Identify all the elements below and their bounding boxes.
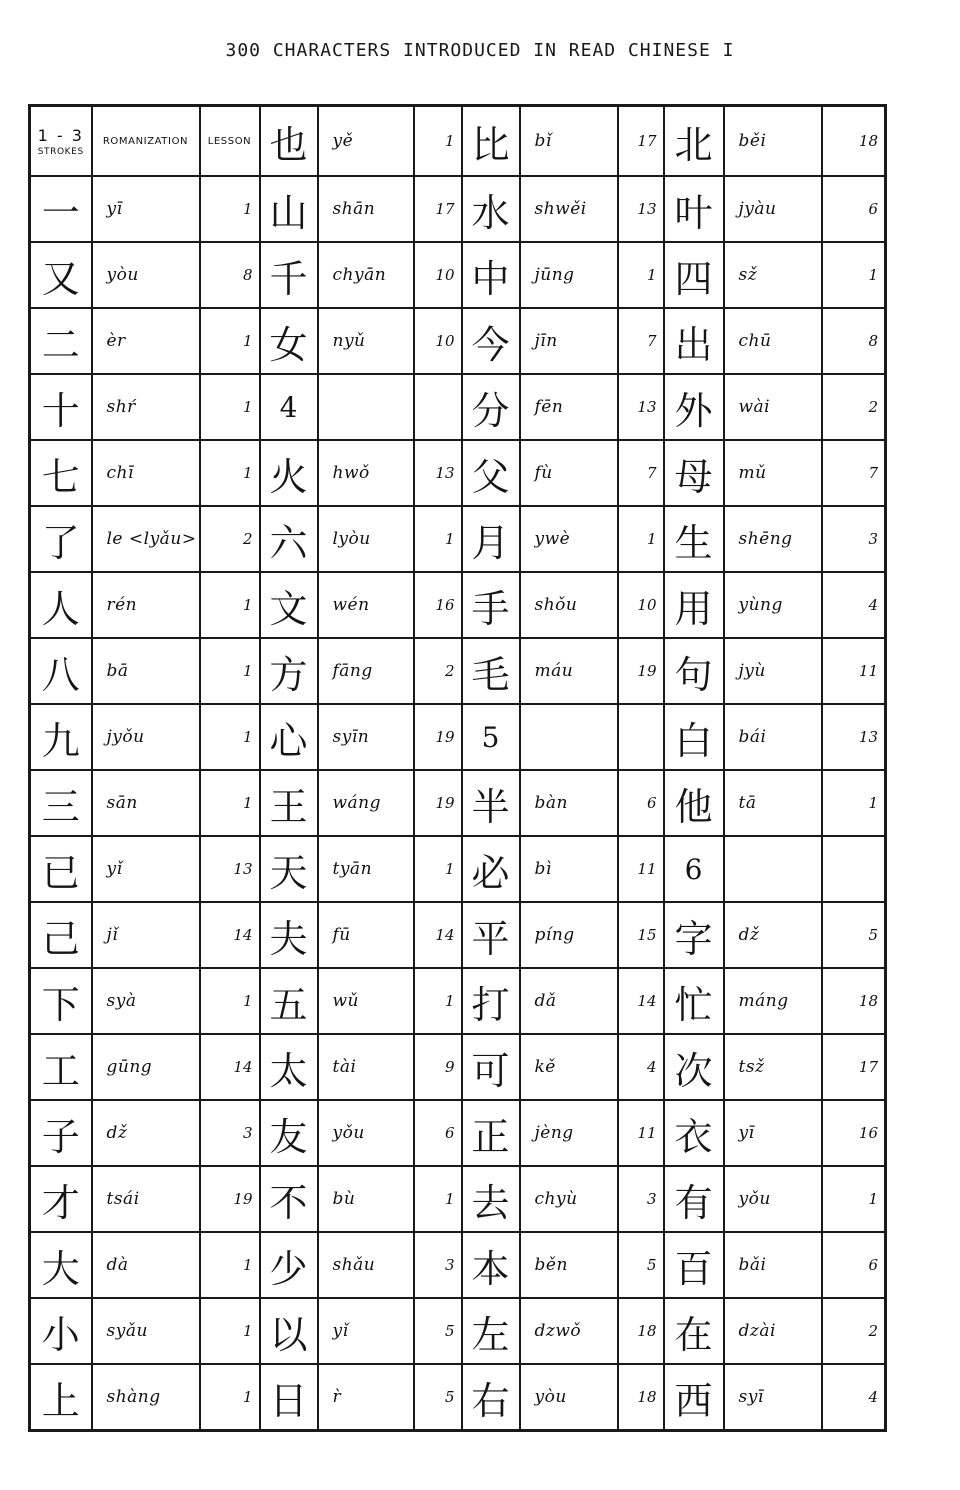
lesson-cell: 1 [200,572,260,638]
character-cell: 一 [30,176,92,242]
lesson-cell: 1 [200,968,260,1034]
lesson-cell: 19 [414,704,462,770]
romanization-cell: fāng [318,638,414,704]
lesson-cell: 1 [200,440,260,506]
romanization-cell: bǐ [520,106,618,177]
character-cell: 半 [462,770,520,836]
character-cell: 己 [30,902,92,968]
lesson-cell: 3 [618,1166,664,1232]
lesson-cell: 18 [618,1364,664,1431]
strokes-header [30,106,92,177]
character-cell: 生 [664,506,724,572]
character-cell: 衣 [664,1100,724,1166]
strokes-range-label: 1 - 3 [37,125,84,145]
romanization-cell [520,704,618,770]
romanization-cell: syīn [318,704,414,770]
romanization-cell: jǐ [92,902,200,968]
character-cell: 他 [664,770,724,836]
romanization-cell: rén [92,572,200,638]
romanization-cell: jyàu [724,176,822,242]
romanization-cell: shŕ [92,374,200,440]
romanization-cell: mǔ [724,440,822,506]
lesson-cell: 1 [200,770,260,836]
character-cell: 九 [30,704,92,770]
romanization-cell: dzài [724,1298,822,1364]
lesson-cell: 1 [200,308,260,374]
character-cell: 人 [30,572,92,638]
lesson-cell: 11 [618,836,664,902]
lesson-cell [414,374,462,440]
romanization-cell: yǐ [318,1298,414,1364]
table-row [30,704,886,770]
lesson-cell: 5 [414,1364,462,1431]
character-cell: 可 [462,1034,520,1100]
table-row [30,176,886,242]
romanization-cell: píng [520,902,618,968]
romanization-cell: tài [318,1034,414,1100]
table-row [30,1364,886,1431]
character-cell: 二 [30,308,92,374]
romanization-cell: sž [724,242,822,308]
lesson-cell: 5 [414,1298,462,1364]
character-cell: 方 [260,638,318,704]
character-cell: 千 [260,242,318,308]
lesson-cell: 4 [618,1034,664,1100]
lesson-cell: 2 [414,638,462,704]
lesson-cell: 1 [414,1166,462,1232]
lesson-cell: 14 [200,1034,260,1100]
lesson-cell: 7 [618,308,664,374]
character-cell: 右 [462,1364,520,1431]
romanization-cell: yǒu [318,1100,414,1166]
lesson-cell: 17 [822,1034,886,1100]
character-cell: 平 [462,902,520,968]
lesson-cell: 18 [618,1298,664,1364]
lesson-cell: 9 [414,1034,462,1100]
romanization-cell: wáng [318,770,414,836]
lesson-cell: 5 [822,902,886,968]
lesson-cell: 1 [414,506,462,572]
romanization-cell: chyù [520,1166,618,1232]
table-row [30,968,886,1034]
romanization-cell: jīn [520,308,618,374]
lesson-cell: 1 [618,242,664,308]
romanization-cell: syà [92,968,200,1034]
character-cell: 四 [664,242,724,308]
table-row [30,506,886,572]
page-title: 300 CHARACTERS INTRODUCED IN READ CHINESE I [225,40,735,61]
stroke-count-heading: 6 [664,836,724,902]
lesson-cell: 1 [200,704,260,770]
lesson-cell: 13 [618,176,664,242]
lesson-cell: 1 [414,968,462,1034]
character-cell: 有 [664,1166,724,1232]
romanization-cell: fēn [520,374,618,440]
lesson-cell: 18 [822,106,886,177]
character-cell: 少 [260,1232,318,1298]
table-row [30,440,886,506]
character-cell: 毛 [462,638,520,704]
romanization-cell: shàng [92,1364,200,1431]
lesson-cell: 7 [618,440,664,506]
table-row [30,374,886,440]
lesson-cell: 1 [200,1232,260,1298]
table-row [30,638,886,704]
character-cell: 用 [664,572,724,638]
lesson-cell: 16 [414,572,462,638]
lesson-cell: 14 [618,968,664,1034]
character-cell: 八 [30,638,92,704]
character-cell: 本 [462,1232,520,1298]
character-cell: 忙 [664,968,724,1034]
character-cell: 七 [30,440,92,506]
lesson-cell: 17 [414,176,462,242]
character-table [28,104,887,1432]
lesson-cell: 10 [618,572,664,638]
romanization-cell: dž [92,1100,200,1166]
lesson-cell: 14 [414,902,462,968]
character-cell: 也 [260,106,318,177]
character-cell: 手 [462,572,520,638]
character-cell: 月 [462,506,520,572]
romanization-cell: dǎ [520,968,618,1034]
lesson-cell: 6 [822,176,886,242]
character-cell: 母 [664,440,724,506]
lesson-cell: 1 [618,506,664,572]
character-cell: 次 [664,1034,724,1100]
character-cell: 火 [260,440,318,506]
lesson-cell [618,704,664,770]
character-cell: 文 [260,572,318,638]
lesson-cell: 1 [414,836,462,902]
lesson-cell: 8 [822,308,886,374]
romanization-cell: shǎu [318,1232,414,1298]
character-cell: 三 [30,770,92,836]
romanization-cell: yě [318,106,414,177]
lesson-cell: 5 [618,1232,664,1298]
character-cell: 句 [664,638,724,704]
character-cell: 友 [260,1100,318,1166]
romanization-cell: chī [92,440,200,506]
character-cell: 下 [30,968,92,1034]
stroke-count-heading: 5 [462,704,520,770]
romanization-cell: ywè [520,506,618,572]
lesson-cell: 16 [822,1100,886,1166]
character-cell: 去 [462,1166,520,1232]
romanization-cell: hwǒ [318,440,414,506]
romanization-cell: yǒu [724,1166,822,1232]
lesson-cell: 14 [200,902,260,968]
lesson-cell: 1 [414,106,462,177]
romanization-cell: bàn [520,770,618,836]
romanization-cell: máng [724,968,822,1034]
strokes-label: STROKES [37,146,84,157]
character-cell: 天 [260,836,318,902]
table-row [30,1034,886,1100]
lesson-cell: 19 [618,638,664,704]
romanization-cell: dž [724,902,822,968]
lesson-cell: 2 [822,1298,886,1364]
romanization-cell: tā [724,770,822,836]
lesson-cell: 19 [414,770,462,836]
character-cell: 六 [260,506,318,572]
lesson-cell: 3 [822,506,886,572]
lesson-cell: 19 [200,1166,260,1232]
table-row [30,836,886,902]
lesson-cell: 18 [822,968,886,1034]
character-cell: 叶 [664,176,724,242]
character-cell: 字 [664,902,724,968]
romanization-cell: máu [520,638,618,704]
romanization-cell: shwěi [520,176,618,242]
lesson-cell: 6 [414,1100,462,1166]
romanization-cell: bái [724,704,822,770]
character-cell: 女 [260,308,318,374]
character-cell: 在 [664,1298,724,1364]
lesson-cell [822,836,886,902]
romanization-cell: dà [92,1232,200,1298]
lesson-cell: 13 [414,440,462,506]
romanization-cell: chū [724,308,822,374]
character-cell: 日 [260,1364,318,1431]
table-row [30,572,886,638]
character-cell: 五 [260,968,318,1034]
character-cell: 出 [664,308,724,374]
romanization-cell: běn [520,1232,618,1298]
romanization-cell: jèng [520,1100,618,1166]
romanization-cell: dzwǒ [520,1298,618,1364]
lesson-cell: 1 [200,1298,260,1364]
romanization-cell: jūng [520,242,618,308]
lesson-cell: 10 [414,242,462,308]
lesson-cell: 2 [200,506,260,572]
romanization-cell: jyù [724,638,822,704]
lesson-cell: 4 [822,1364,886,1431]
romanization-cell: shān [318,176,414,242]
character-cell: 今 [462,308,520,374]
romanization-cell [318,374,414,440]
romanization-cell: fū [318,902,414,968]
romanization-cell: tyān [318,836,414,902]
character-cell: 太 [260,1034,318,1100]
character-cell: 小 [30,1298,92,1364]
character-cell: 子 [30,1100,92,1166]
character-cell: 打 [462,968,520,1034]
romanization-cell: yī [724,1100,822,1166]
romanization-cell: nyǔ [318,308,414,374]
character-cell: 已 [30,836,92,902]
lesson-cell: 1 [200,374,260,440]
romanization-cell: bā [92,638,200,704]
character-cell: 不 [260,1166,318,1232]
character-cell: 外 [664,374,724,440]
romanization-cell: lyòu [318,506,414,572]
romanization-cell: yòu [92,242,200,308]
character-cell: 十 [30,374,92,440]
romanization-cell: sān [92,770,200,836]
romanization-cell: bù [318,1166,414,1232]
character-cell: 工 [30,1034,92,1100]
table-row [30,902,886,968]
lesson-cell: 1 [200,638,260,704]
table-row [30,1232,886,1298]
lesson-header: LESSON [200,106,260,177]
romanization-cell: syī [724,1364,822,1431]
romanization-cell: èr [92,308,200,374]
character-cell: 水 [462,176,520,242]
lesson-cell: 1 [822,1166,886,1232]
romanization-cell: wǔ [318,968,414,1034]
lesson-cell: 1 [822,242,886,308]
character-cell: 白 [664,704,724,770]
lesson-cell: 3 [200,1100,260,1166]
romanization-cell: tsž [724,1034,822,1100]
romanization-cell: yòu [520,1364,618,1431]
lesson-cell: 13 [618,374,664,440]
lesson-cell: 13 [822,704,886,770]
lesson-cell: 6 [618,770,664,836]
lesson-cell: 8 [200,242,260,308]
lesson-cell: 11 [822,638,886,704]
character-cell: 西 [664,1364,724,1431]
romanization-cell: bǎi [724,1232,822,1298]
romanization-cell: tsái [92,1166,200,1232]
character-cell: 又 [30,242,92,308]
table-row [30,1100,886,1166]
lesson-cell: 1 [822,770,886,836]
character-cell: 才 [30,1166,92,1232]
character-cell: 大 [30,1232,92,1298]
character-cell: 王 [260,770,318,836]
character-cell: 分 [462,374,520,440]
table-row [30,770,886,836]
lesson-cell: 2 [822,374,886,440]
table-row [30,1298,886,1364]
character-cell: 山 [260,176,318,242]
character-cell: 比 [462,106,520,177]
romanization-cell: r̀ [318,1364,414,1431]
table-row [30,308,886,374]
table-row [30,106,886,177]
lesson-cell: 17 [618,106,664,177]
romanization-cell: yǐ [92,836,200,902]
lesson-cell: 1 [200,1364,260,1431]
romanization-cell: běi [724,106,822,177]
romanization-cell: shēng [724,506,822,572]
table-row [30,1166,886,1232]
character-cell: 了 [30,506,92,572]
romanization-cell: wén [318,572,414,638]
romanization-cell [724,836,822,902]
romanization-cell: chyān [318,242,414,308]
lesson-cell: 6 [822,1232,886,1298]
lesson-cell: 4 [822,572,886,638]
lesson-cell: 7 [822,440,886,506]
character-cell: 以 [260,1298,318,1364]
character-cell: 上 [30,1364,92,1431]
romanization-cell: le <lyǎu> [92,506,200,572]
character-cell: 必 [462,836,520,902]
character-cell: 百 [664,1232,724,1298]
character-cell: 北 [664,106,724,177]
romanization-cell: yī [92,176,200,242]
lesson-cell: 15 [618,902,664,968]
character-cell: 正 [462,1100,520,1166]
lesson-cell: 3 [414,1232,462,1298]
lesson-cell: 11 [618,1100,664,1166]
character-cell: 父 [462,440,520,506]
character-cell: 夫 [260,902,318,968]
romanization-cell: bì [520,836,618,902]
romanization-cell: yùng [724,572,822,638]
lesson-cell: 1 [200,176,260,242]
lesson-cell: 10 [414,308,462,374]
character-cell: 中 [462,242,520,308]
romanization-cell: fù [520,440,618,506]
table-row [30,242,886,308]
character-cell: 心 [260,704,318,770]
romanization-cell: shǒu [520,572,618,638]
lesson-cell: 13 [200,836,260,902]
romanization-cell: wài [724,374,822,440]
romanization-cell: syǎu [92,1298,200,1364]
stroke-count-heading: 4 [260,374,318,440]
romanization-cell: kě [520,1034,618,1100]
romanization-header: ROMANIZATION [92,106,200,177]
character-cell: 左 [462,1298,520,1364]
romanization-cell: jyǒu [92,704,200,770]
romanization-cell: gūng [92,1034,200,1100]
